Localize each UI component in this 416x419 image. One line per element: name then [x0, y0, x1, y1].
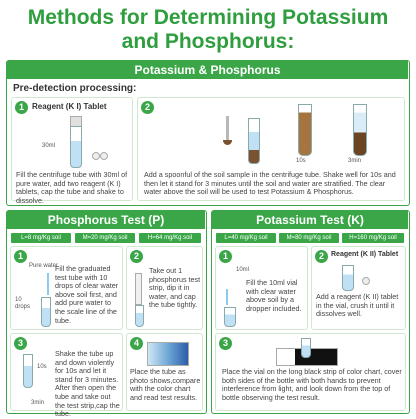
stand-time-label: 3min: [31, 400, 45, 406]
level-medium: M=20 mg/Kg soil: [75, 233, 135, 243]
tube-with-soil-icon: [248, 118, 260, 164]
level-low: L=8 mg/Kg soil: [11, 233, 71, 243]
phos-step1-text: Fill the graduated test tube with 10 drops of clear water above soil first, and add pure water to the scale line of the tube.: [55, 264, 119, 325]
soil-scoop-icon: [223, 140, 232, 145]
kp-step2-card: [137, 97, 405, 201]
kp-panel: [6, 60, 410, 206]
potassium-panel: [211, 210, 410, 414]
phos-step4-text: Place the tube as photo shows,compare with the color chart and read test results.: [130, 367, 201, 402]
drops-count-label: 10: [15, 297, 22, 303]
reagent-k1-heading: Reagent (K I) Tablet: [32, 102, 107, 111]
pot-step2-card: [311, 246, 406, 330]
shake-time-label: 10s: [37, 364, 47, 370]
tablet-icon: [100, 152, 108, 160]
step-number: 1: [219, 250, 232, 263]
pot-step1-text: Fill the 10ml vial with clear water above soil by a dropper included.: [246, 278, 302, 313]
vial-icon: [301, 338, 311, 358]
volume-label: 30ml: [42, 143, 56, 149]
step-number: 1: [14, 250, 27, 263]
kp-step1-card: [11, 97, 133, 205]
step-number: 2: [141, 101, 154, 114]
test-tube-icon: [23, 354, 33, 388]
step-number: 1: [15, 101, 28, 114]
test-strip-icon: [135, 273, 142, 305]
color-chart-icon: [147, 342, 189, 366]
phos-step1-card: [10, 246, 123, 330]
pot-step3-card: [215, 333, 406, 411]
pot-step3-text: Place the vial on the long black strip of color chart, cover both sides of the bottle with both hands to prevent interference from light, and look down from the top of bottle observing the test result.: [222, 367, 402, 402]
stratified-tube-icon: [353, 104, 367, 156]
kp-header: Potassium & Phosphorus: [7, 61, 408, 79]
centrifuge-tube-icon: [70, 126, 82, 168]
spoon-icon: [226, 116, 229, 142]
potassium-header: Potassium Test (K): [212, 211, 408, 229]
shake-time-label: 10s: [296, 158, 306, 164]
level-medium: M=80 mg/Kg soil: [279, 233, 339, 243]
tablet-icon: [92, 152, 100, 160]
drops-unit-label: drops: [15, 304, 31, 310]
test-tube-icon: [41, 297, 51, 327]
kp-step1-text: Fill the centrifuge tube with 30ml of pure water, add two reagent (K I) tablets, cap the tube and shake to dissolve.: [16, 170, 128, 205]
phosphorus-panel: [6, 210, 207, 419]
level-high: H=64 mg/Kg soil: [139, 233, 201, 243]
pot-step2-text: Add a reagent (K II) tablet in the vial, crush it until it dissolves well.: [316, 292, 399, 319]
level-low: L=40 mg/Kg soil: [216, 233, 276, 243]
reagent-k2-heading: Reagent (K II) Tablet: [331, 251, 399, 258]
page-title-line1: Methods for Determining Potassium: [27, 6, 389, 29]
phos-step3-card: [10, 333, 123, 419]
vial-icon: [342, 265, 354, 291]
dropper-icon: [226, 289, 228, 305]
shaken-tube-icon: [298, 104, 312, 156]
pre-detection-label: Pre-detection processing:: [13, 83, 137, 94]
step-number: 3: [219, 337, 232, 350]
phos-step2-text: Take out 1 phosphorus test strip, dip it in water, and cap the tube tightly.: [149, 266, 201, 310]
phos-step3-text: Shake the tube up and down violently for 10s and let it stand for 3 minutes. After then open the tube and take out the test strip,cap the tube.: [55, 349, 120, 419]
volume-label: 10ml: [236, 267, 250, 273]
phosphorus-header: Phosphorus Test (P): [7, 211, 205, 229]
step-number: 4: [130, 337, 143, 350]
kp-step2-text: Add a spoonful of the soil sample in the centrifuge tube. Shake well for 10s and then let it stand for 3 minutes until the soil and water are stratified. The clear water above the soil will be used to test Potassium & Phosphorus.: [144, 170, 396, 197]
page-title-line2: and Phosphorus:: [121, 30, 295, 53]
pure-water-label: Pure water: [29, 263, 59, 269]
pot-step1-card: [215, 246, 308, 330]
step-number: 2: [315, 250, 328, 263]
step-number: 2: [130, 250, 143, 263]
stand-time-label: 3min: [348, 158, 362, 164]
tablet-icon: [362, 277, 370, 285]
test-tube-icon: [135, 305, 144, 327]
level-high: H=160 mg/Kg soil: [342, 233, 404, 243]
phos-step4-card: [126, 333, 203, 411]
vial-icon: [224, 307, 236, 327]
phos-step2-card: [126, 246, 203, 330]
dropper-icon: [47, 273, 49, 295]
step-number: 3: [14, 337, 27, 350]
